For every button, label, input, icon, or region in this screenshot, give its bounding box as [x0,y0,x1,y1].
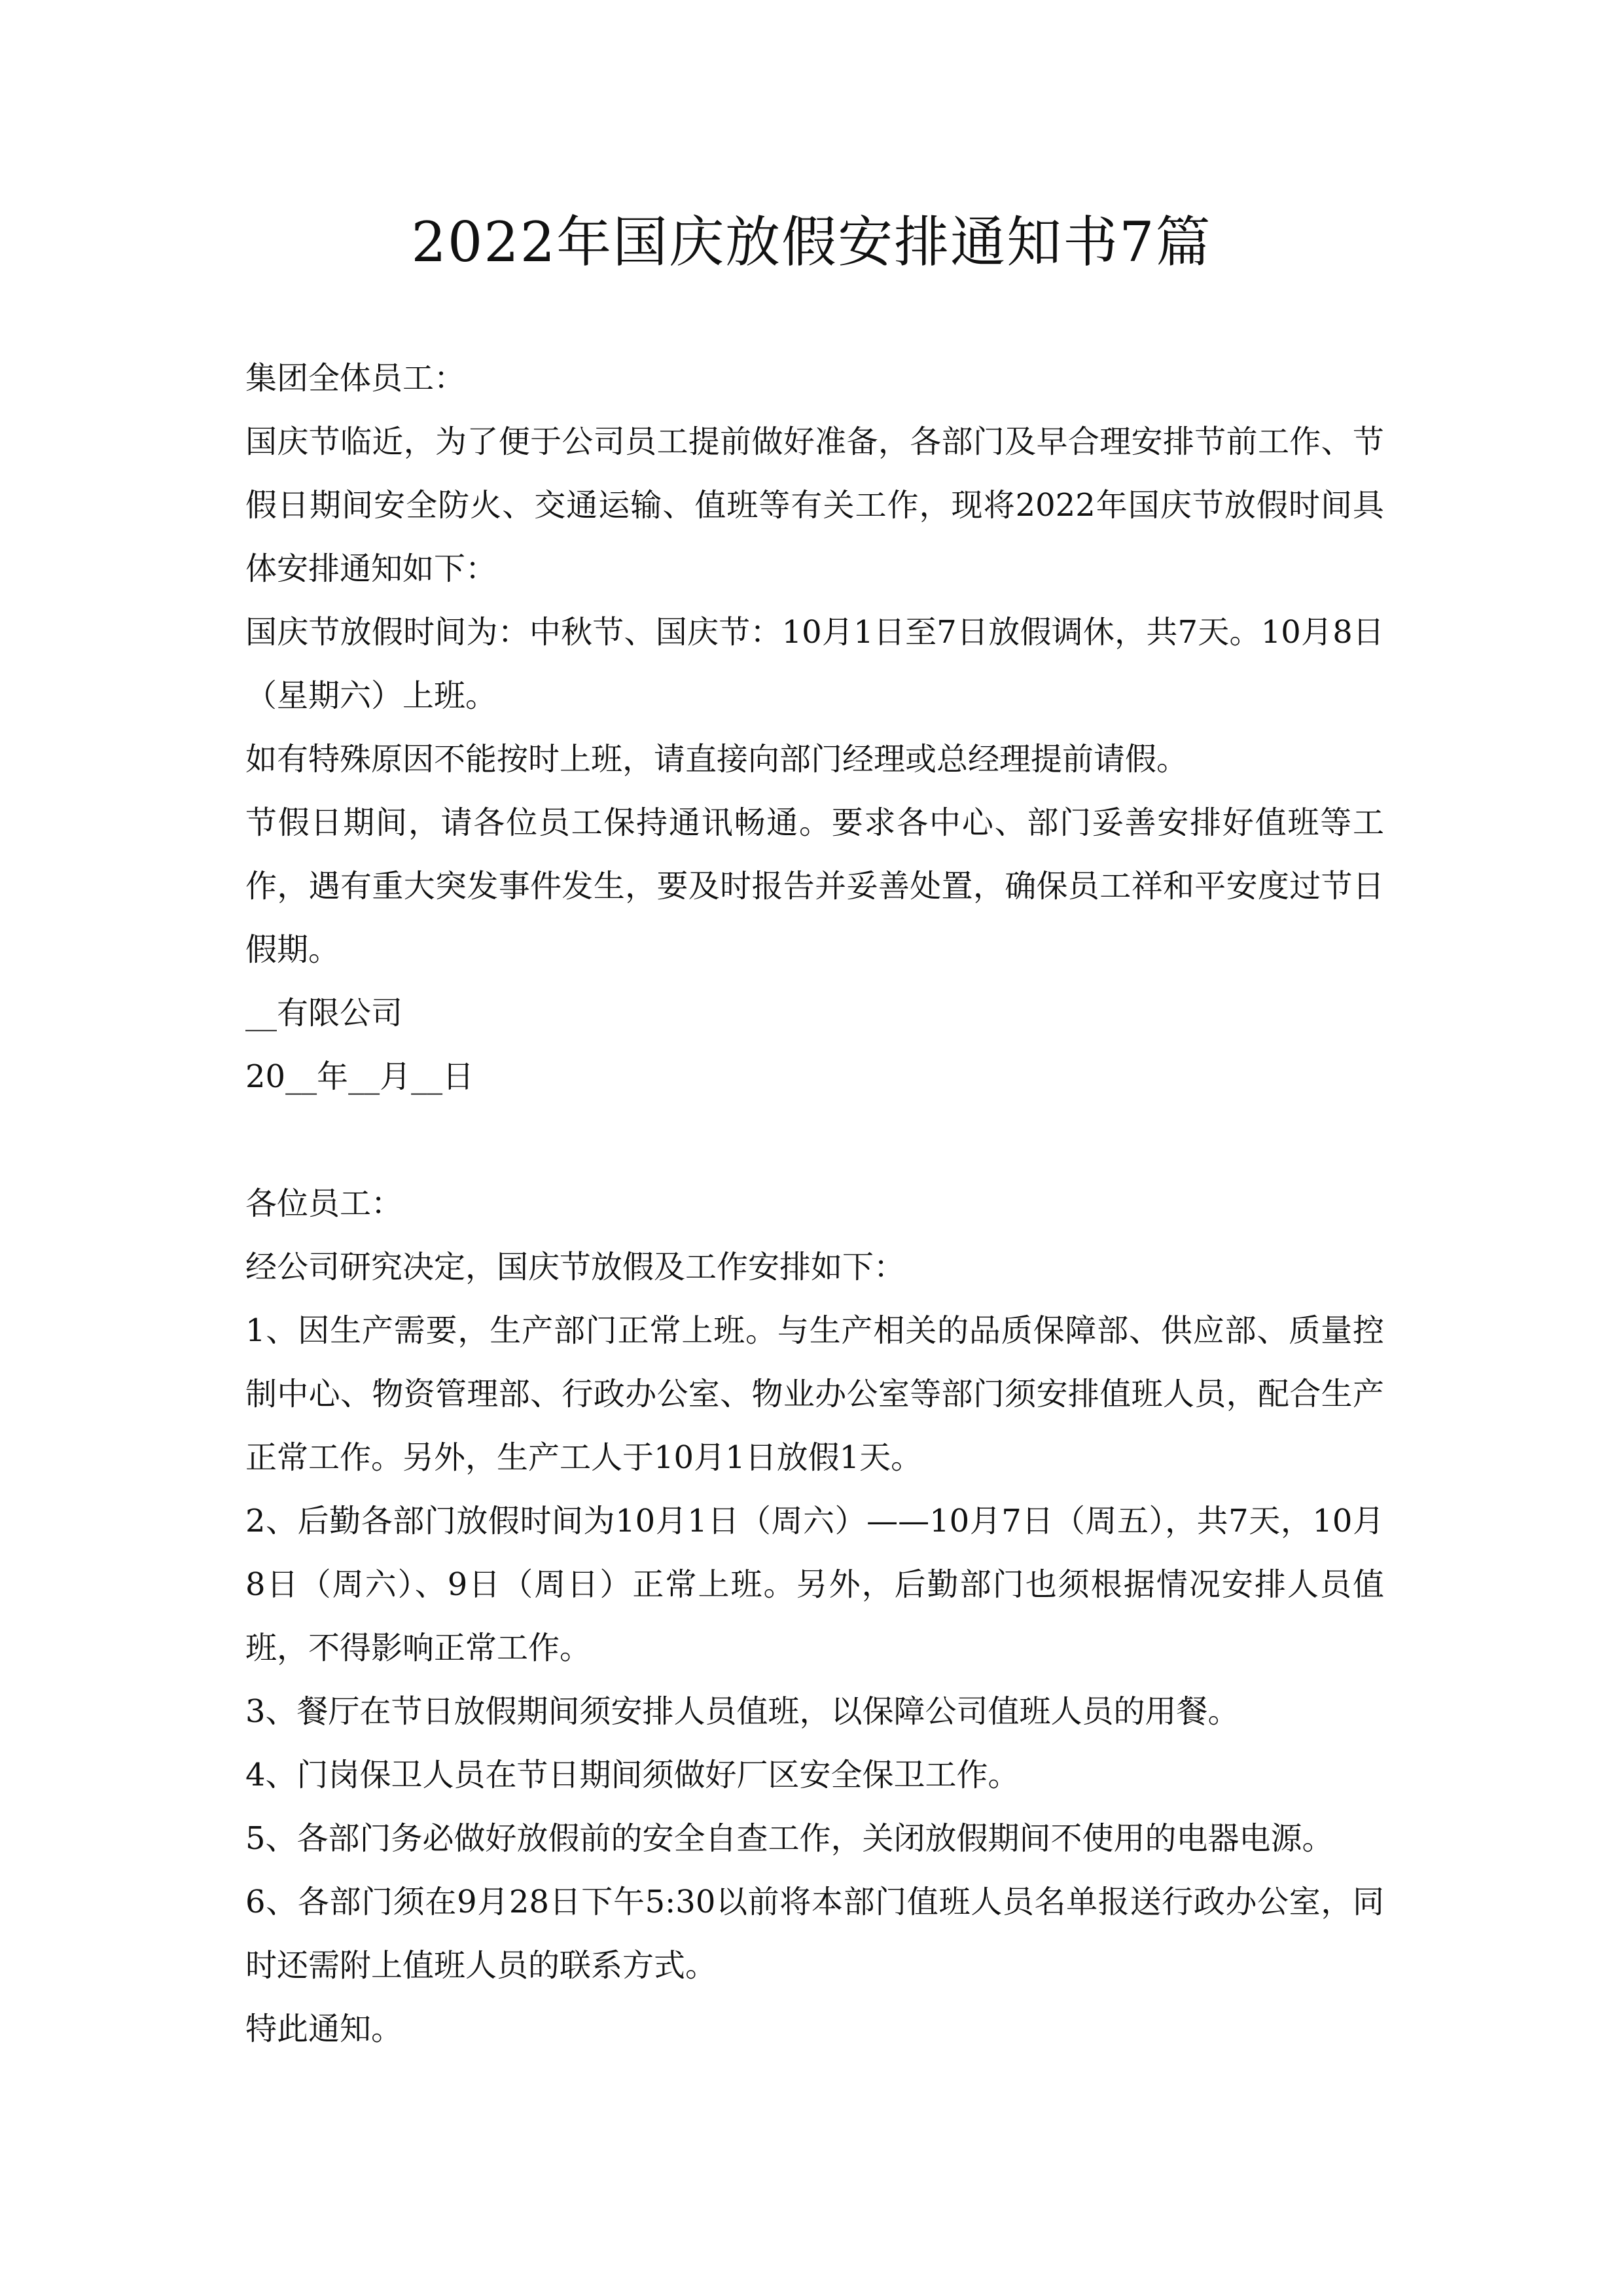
salutation: 集团全体员工： [245,360,466,397]
list-item: 4、门岗保卫人员在节日期间须做好厂区安全保卫工作。 [245,1757,1020,1793]
company-signature: __有限公司 [245,995,403,1031]
salutation: 各位员工： [245,1185,403,1222]
document-body [245,347,1384,2061]
notice-section-1 [245,347,1384,1109]
list-item: 3、餐厅在节日放假期间须安排人员值班，以保障公司值班人员的用餐。 [245,1693,1240,1730]
date-line: 20__年__月__日 [245,1058,474,1095]
paragraph: 经公司研究决定，国庆节放假及工作安排如下： [245,1249,906,1285]
list-item: 1、因生产需要，生产部门正常上班。与生产相关的品质保障部、供应部、质量控制中心、物资管理部、行政办公室、物业办公室等部门须安排值班人员，配合生产正常工作。另外，生产工人于10月1日放假1天。 [245,1312,1384,1476]
paragraph: 国庆节放假时间为：中秋节、国庆节：10月1日至7日放假调休，共7天。10月8日（星期六）上班。 [245,614,1384,714]
list-item: 5、各部门务必做好放假前的安全自查工作，关闭放假期间不使用的电器电源。 [245,1820,1334,1857]
notice-section-2 [245,1172,1384,2061]
list-item: 2、后勤各部门放假时间为10月1日（周六）——10月7日（周五），共7天，10月8日（周六）、9日（周日）正常上班。另外，后勤部门也须根据情况安排人员值班，不得影响正常工作。 [245,1503,1384,1666]
paragraph: 节假日期间，请各位员工保持通讯畅通。要求各中心、部门妥善安排好值班等工作，遇有重大突发事件发生，要及时报告并妥善处置，确保员工祥和平安度过节日假期。 [245,804,1384,968]
list-item: 6、各部门须在9月28日下午5:30以前将本部门值班人员名单报送行政办公室，同时还需附上值班人员的联系方式。 [245,1884,1384,1984]
paragraph: 如有特殊原因不能按时上班，请直接向部门经理或总经理提前请假。 [245,741,1188,778]
document-title: 2022年国庆放假安排通知书7篇 [411,210,1212,274]
paragraph: 国庆节临近，为了便于公司员工提前做好准备，各部门及早合理安排节前工作、节假日期间安全防火、交通运输、值班等有关工作，现将2022年国庆节放假时间具体安排通知如下： [245,423,1384,587]
closing-line: 特此通知。 [245,2011,403,2047]
